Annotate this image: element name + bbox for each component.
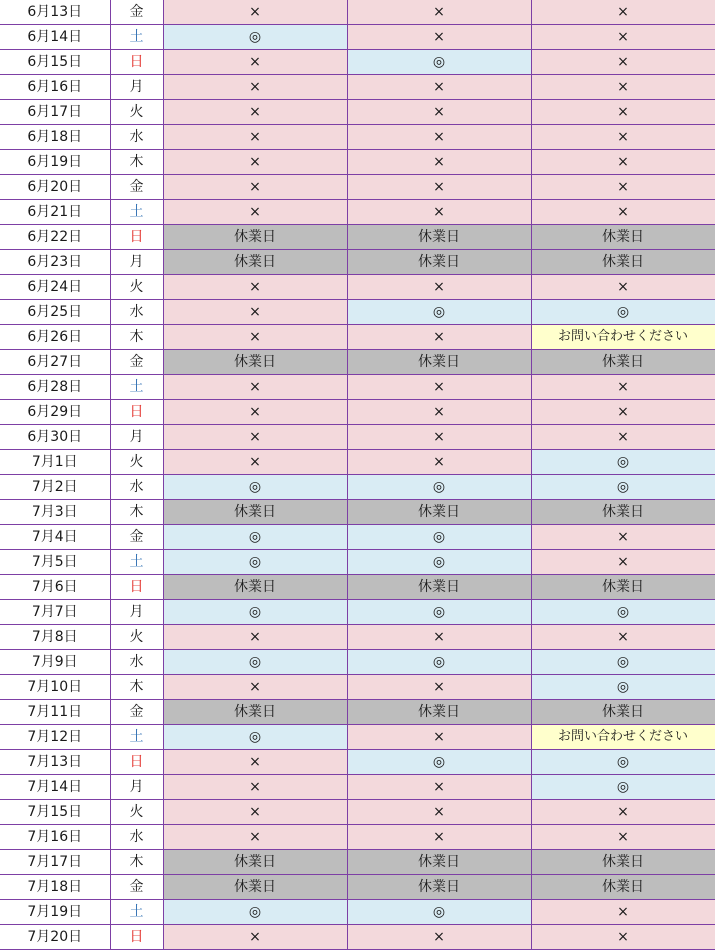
status-unavailable: × [531, 800, 715, 825]
status-unavailable: × [163, 50, 347, 75]
status-unavailable: × [531, 125, 715, 150]
status-unavailable: × [347, 275, 531, 300]
status-available: ◎ [531, 750, 715, 775]
status-closed: 休業日 [163, 500, 347, 525]
status-unavailable: × [347, 925, 531, 950]
status-unavailable: × [347, 375, 531, 400]
status-unavailable: × [531, 0, 715, 25]
table-row [0, 50, 715, 75]
status-unavailable: × [347, 125, 531, 150]
weekday-cell: 月 [110, 75, 163, 100]
table-row [0, 0, 715, 25]
status-closed: 休業日 [347, 250, 531, 275]
date-cell: 6月21日 [0, 200, 110, 225]
table-row [0, 600, 715, 625]
date-cell: 6月13日 [0, 0, 110, 25]
table-row [0, 875, 715, 900]
status-available: ◎ [347, 900, 531, 925]
status-unavailable: × [347, 200, 531, 225]
weekday-cell: 木 [110, 850, 163, 875]
date-cell: 6月20日 [0, 175, 110, 200]
date-cell: 7月16日 [0, 825, 110, 850]
status-unavailable: × [347, 325, 531, 350]
status-unavailable: × [531, 75, 715, 100]
status-unavailable: × [531, 275, 715, 300]
date-cell: 7月14日 [0, 775, 110, 800]
weekday-cell: 火 [110, 800, 163, 825]
status-available: ◎ [163, 650, 347, 675]
weekday-cell: 水 [110, 650, 163, 675]
table-row [0, 400, 715, 425]
table-row [0, 850, 715, 875]
status-closed: 休業日 [163, 250, 347, 275]
status-available: ◎ [531, 475, 715, 500]
date-cell: 6月16日 [0, 75, 110, 100]
status-closed: 休業日 [531, 500, 715, 525]
status-unavailable: × [163, 275, 347, 300]
status-available: ◎ [347, 300, 531, 325]
status-closed: 休業日 [163, 875, 347, 900]
weekday-cell: 日 [110, 750, 163, 775]
status-unavailable: × [163, 625, 347, 650]
status-available: ◎ [347, 475, 531, 500]
weekday-cell: 水 [110, 300, 163, 325]
status-unavailable: × [163, 125, 347, 150]
status-unavailable: × [347, 100, 531, 125]
status-unavailable: × [531, 525, 715, 550]
date-cell: 6月19日 [0, 150, 110, 175]
status-unavailable: × [347, 775, 531, 800]
weekday-cell: 月 [110, 425, 163, 450]
weekday-cell: 土 [110, 725, 163, 750]
weekday-cell: 土 [110, 900, 163, 925]
weekday-cell: 日 [110, 400, 163, 425]
status-unavailable: × [163, 0, 347, 25]
weekday-cell: 木 [110, 675, 163, 700]
date-cell: 7月20日 [0, 925, 110, 950]
status-unavailable: × [163, 175, 347, 200]
table-row [0, 775, 715, 800]
weekday-cell: 金 [110, 875, 163, 900]
status-available: ◎ [531, 450, 715, 475]
date-cell: 7月8日 [0, 625, 110, 650]
weekday-cell: 木 [110, 500, 163, 525]
date-cell: 6月17日 [0, 100, 110, 125]
weekday-cell: 日 [110, 50, 163, 75]
status-available: ◎ [531, 650, 715, 675]
date-cell: 6月15日 [0, 50, 110, 75]
status-available: ◎ [347, 50, 531, 75]
status-unavailable: × [163, 825, 347, 850]
table-row [0, 225, 715, 250]
status-unavailable: × [531, 25, 715, 50]
status-closed: 休業日 [347, 575, 531, 600]
status-available: ◎ [531, 675, 715, 700]
date-cell: 6月26日 [0, 325, 110, 350]
table-row [0, 675, 715, 700]
status-closed: 休業日 [347, 875, 531, 900]
date-cell: 7月2日 [0, 475, 110, 500]
status-closed: 休業日 [163, 575, 347, 600]
date-cell: 6月14日 [0, 25, 110, 50]
date-cell: 6月27日 [0, 350, 110, 375]
status-available: ◎ [347, 525, 531, 550]
table-row [0, 150, 715, 175]
status-unavailable: × [163, 675, 347, 700]
status-available: ◎ [163, 600, 347, 625]
table-row [0, 825, 715, 850]
table-row [0, 350, 715, 375]
status-available: ◎ [163, 475, 347, 500]
status-unavailable: × [531, 50, 715, 75]
date-cell: 7月6日 [0, 575, 110, 600]
weekday-cell: 土 [110, 200, 163, 225]
status-unavailable: × [163, 925, 347, 950]
status-unavailable: × [163, 300, 347, 325]
status-closed: 休業日 [347, 700, 531, 725]
status-available: ◎ [163, 525, 347, 550]
status-unavailable: × [163, 425, 347, 450]
date-cell: 7月4日 [0, 525, 110, 550]
status-closed: 休業日 [347, 500, 531, 525]
status-unavailable: × [347, 825, 531, 850]
status-unavailable: × [347, 675, 531, 700]
status-unavailable: × [347, 450, 531, 475]
weekday-cell: 土 [110, 550, 163, 575]
table-row [0, 250, 715, 275]
table-row [0, 75, 715, 100]
status-unavailable: × [347, 800, 531, 825]
date-cell: 6月23日 [0, 250, 110, 275]
status-available: ◎ [531, 300, 715, 325]
date-cell: 7月19日 [0, 900, 110, 925]
date-cell: 7月18日 [0, 875, 110, 900]
status-unavailable: × [163, 100, 347, 125]
weekday-cell: 水 [110, 475, 163, 500]
status-closed: 休業日 [531, 350, 715, 375]
status-available: ◎ [163, 900, 347, 925]
table-row [0, 200, 715, 225]
date-cell: 7月3日 [0, 500, 110, 525]
weekday-cell: 日 [110, 225, 163, 250]
weekday-cell: 月 [110, 600, 163, 625]
status-closed: 休業日 [347, 350, 531, 375]
table-row [0, 475, 715, 500]
table-row [0, 125, 715, 150]
status-unavailable: × [531, 200, 715, 225]
date-cell: 7月7日 [0, 600, 110, 625]
status-closed: 休業日 [531, 700, 715, 725]
status-unavailable: × [531, 375, 715, 400]
date-cell: 7月15日 [0, 800, 110, 825]
status-unavailable: × [347, 175, 531, 200]
weekday-cell: 日 [110, 925, 163, 950]
date-cell: 6月29日 [0, 400, 110, 425]
table-row [0, 175, 715, 200]
date-cell: 6月24日 [0, 275, 110, 300]
status-unavailable: × [347, 400, 531, 425]
status-unavailable: × [531, 425, 715, 450]
status-unavailable: × [163, 75, 347, 100]
weekday-cell: 金 [110, 700, 163, 725]
table-row [0, 650, 715, 675]
status-available: ◎ [531, 600, 715, 625]
status-closed: 休業日 [531, 225, 715, 250]
status-unavailable: × [347, 75, 531, 100]
status-unavailable: × [163, 375, 347, 400]
weekday-cell: 火 [110, 100, 163, 125]
status-closed: 休業日 [531, 875, 715, 900]
date-cell: 6月22日 [0, 225, 110, 250]
date-cell: 7月10日 [0, 675, 110, 700]
status-available: ◎ [163, 725, 347, 750]
table-row [0, 575, 715, 600]
status-unavailable: × [531, 400, 715, 425]
table-row [0, 700, 715, 725]
weekday-cell: 木 [110, 325, 163, 350]
status-unavailable: × [163, 800, 347, 825]
table-row [0, 450, 715, 475]
status-unavailable: × [163, 150, 347, 175]
status-closed: 休業日 [163, 700, 347, 725]
table-row [0, 425, 715, 450]
status-unavailable: × [531, 150, 715, 175]
table-row [0, 625, 715, 650]
date-cell: 7月11日 [0, 700, 110, 725]
status-closed: 休業日 [163, 350, 347, 375]
status-unavailable: × [163, 325, 347, 350]
weekday-cell: 土 [110, 375, 163, 400]
table-row [0, 525, 715, 550]
table-row [0, 100, 715, 125]
date-cell: 6月18日 [0, 125, 110, 150]
table-row [0, 800, 715, 825]
weekday-cell: 金 [110, 0, 163, 25]
status-unavailable: × [347, 725, 531, 750]
date-cell: 7月1日 [0, 450, 110, 475]
table-row [0, 275, 715, 300]
status-available: ◎ [347, 650, 531, 675]
weekday-cell: 火 [110, 625, 163, 650]
status-closed: 休業日 [347, 225, 531, 250]
date-cell: 7月13日 [0, 750, 110, 775]
status-available: ◎ [531, 775, 715, 800]
weekday-cell: 土 [110, 25, 163, 50]
weekday-cell: 火 [110, 450, 163, 475]
status-unavailable: × [163, 400, 347, 425]
table-row [0, 550, 715, 575]
status-available: ◎ [347, 550, 531, 575]
weekday-cell: 月 [110, 775, 163, 800]
date-cell: 7月12日 [0, 725, 110, 750]
date-cell: 7月9日 [0, 650, 110, 675]
status-unavailable: × [347, 0, 531, 25]
status-available: ◎ [163, 550, 347, 575]
weekday-cell: 水 [110, 825, 163, 850]
table-row [0, 900, 715, 925]
table-row [0, 750, 715, 775]
table-row [0, 25, 715, 50]
status-unavailable: × [347, 25, 531, 50]
status-closed: 休業日 [347, 850, 531, 875]
status-available: ◎ [347, 600, 531, 625]
table-row [0, 500, 715, 525]
date-cell: 7月17日 [0, 850, 110, 875]
date-cell: 7月5日 [0, 550, 110, 575]
table-row [0, 300, 715, 325]
status-unavailable: × [163, 775, 347, 800]
status-unavailable: × [163, 450, 347, 475]
table-row [0, 725, 715, 750]
weekday-cell: 火 [110, 275, 163, 300]
weekday-cell: 木 [110, 150, 163, 175]
status-unavailable: × [163, 200, 347, 225]
table-row [0, 325, 715, 350]
weekday-cell: 日 [110, 575, 163, 600]
weekday-cell: 水 [110, 125, 163, 150]
status-inquire: お問い合わせください [531, 325, 715, 350]
status-closed: 休業日 [163, 850, 347, 875]
weekday-cell: 金 [110, 525, 163, 550]
status-closed: 休業日 [531, 850, 715, 875]
status-unavailable: × [531, 825, 715, 850]
date-cell: 6月28日 [0, 375, 110, 400]
table-row [0, 375, 715, 400]
status-unavailable: × [531, 625, 715, 650]
status-unavailable: × [347, 625, 531, 650]
date-cell: 6月25日 [0, 300, 110, 325]
status-unavailable: × [531, 175, 715, 200]
status-unavailable: × [531, 550, 715, 575]
status-unavailable: × [347, 425, 531, 450]
status-unavailable: × [531, 925, 715, 950]
status-closed: 休業日 [163, 225, 347, 250]
date-cell: 6月30日 [0, 425, 110, 450]
status-closed: 休業日 [531, 250, 715, 275]
weekday-cell: 金 [110, 350, 163, 375]
weekday-cell: 金 [110, 175, 163, 200]
status-unavailable: × [163, 750, 347, 775]
table-row [0, 925, 715, 950]
status-unavailable: × [531, 100, 715, 125]
status-inquire: お問い合わせください [531, 725, 715, 750]
status-available: ◎ [163, 25, 347, 50]
status-unavailable: × [531, 900, 715, 925]
status-closed: 休業日 [531, 575, 715, 600]
status-available: ◎ [347, 750, 531, 775]
status-unavailable: × [347, 150, 531, 175]
weekday-cell: 月 [110, 250, 163, 275]
